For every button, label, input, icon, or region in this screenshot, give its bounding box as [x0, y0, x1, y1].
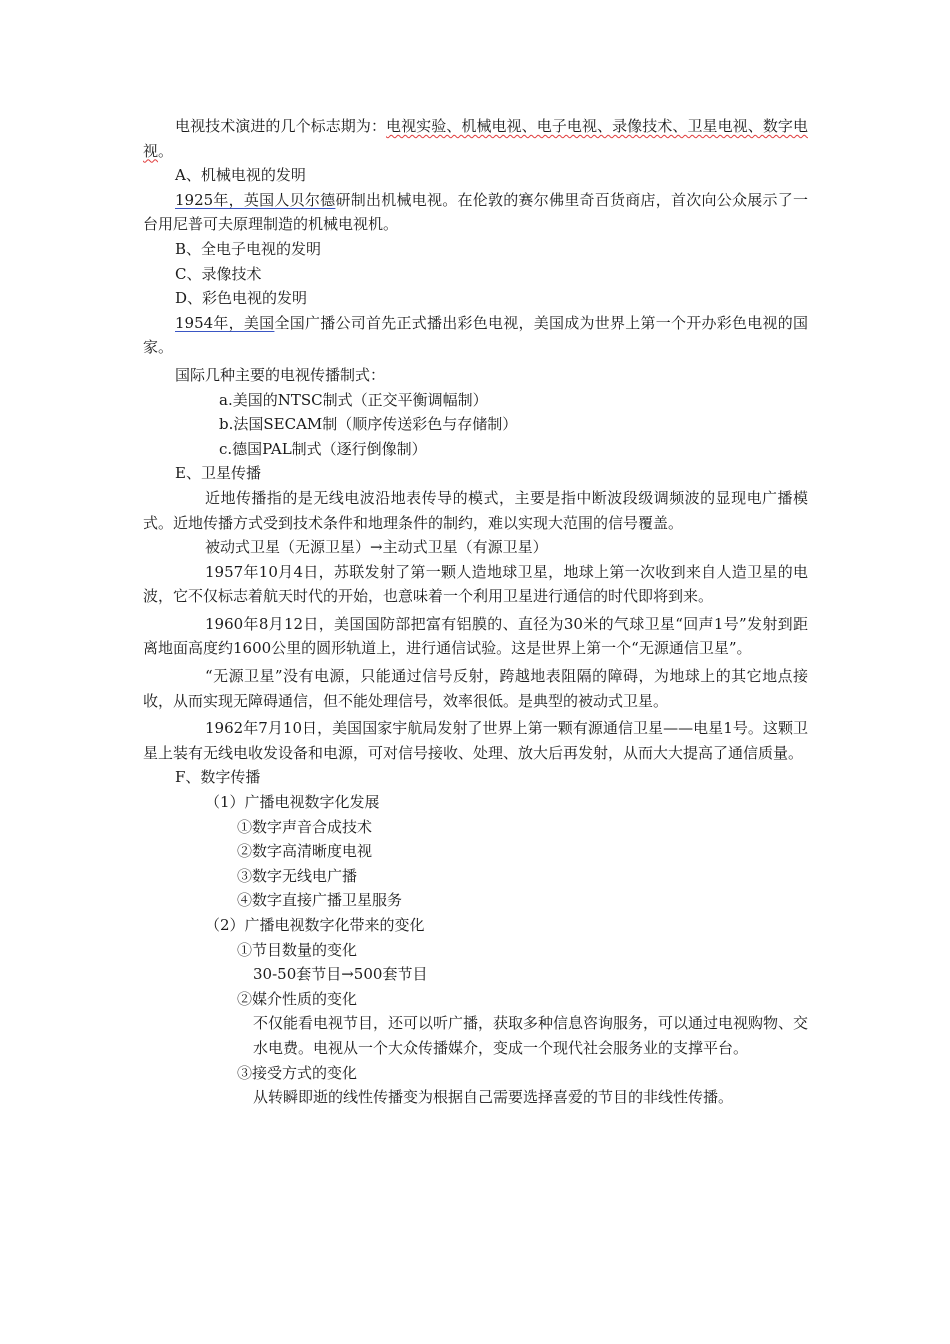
paragraph-color-tv: [143, 311, 808, 360]
paragraph-1960: 1960年8月12日，美国国防部把富有铝膜的、直径为30米的气球卫星“回声1号”发射到距离地面高度约1600公里的圆形轨道上，进行通信试验。这是世界上第一个“无源通信卫星”。: [143, 614, 808, 658]
paragraph-ground-wave: 近地传播指的是无线电波沿地表传导的模式，主要是指中断波段级调频波的显现电广播模式。近地传播方式受到技术条件和地理条件的制约，难以实现大范围的信号覆盖。: [143, 488, 808, 532]
list-item: ①数字声音合成技术: [237, 817, 373, 836]
standard-item-ntsc: a.美国的NTSC制式（正交平衡调幅制）: [219, 390, 488, 409]
paragraph-mechanical-tv: [143, 188, 808, 237]
paragraph-1962: 1962年7月10日，美国国家宇航局发射了世界上第一颗有源通信卫星——电星1号。这颗卫星上装有无线电收发设备和电源，可对信号接收、处理、放大后再发射，从而大大提高了通信质量。: [143, 719, 808, 762]
intro-text: 电视技术演进的几个标志期为：: [175, 117, 387, 135]
spellcheck-flagged-text: 电视实验、机械电视、电子电视、录像技术、卫星电视、数字电视: [143, 117, 808, 160]
section-heading-d: D、彩色电视的发明: [175, 289, 308, 308]
paragraph-text: 研制出机械电视。在伦敦的赛尔佛里奇百货商店，首次向公众展示了一台用尼普可夫原理制造的机械电视机。: [143, 190, 808, 234]
section-heading-b: B、全电子电视的发明: [175, 239, 322, 258]
section-heading-f: F、数字传播: [175, 768, 261, 787]
section-heading-c: C、录像技术: [175, 264, 262, 283]
paragraph-satellite-types: 被动式卫星（无源卫星）→主动式卫星（有源卫星）: [205, 538, 548, 557]
list-item-detail: 不仅能看电视节目，还可以听广播，获取多种信息咨询服务，可以通过电视购物、交水电费。电视从一个大众传播媒介，变成一个现代社会服务业的支撑平台。: [253, 1014, 809, 1057]
paragraph-text: 全国广播公司首先正式播出彩色电视，美国成为世界上第一个开办彩色电视的国家。: [143, 313, 808, 357]
underlined-text: 1925年，英国人贝尔德: [175, 190, 336, 209]
list-item: ③数字无线电广播: [237, 866, 358, 885]
paragraph-1957: 1957年10月4日，苏联发射了第一颗人造地球卫星，地球上第一次收到来自人造卫星的电波，它不仅标志着航天时代的开始，也意味着一个利用卫星进行通信的时代即将到来。: [143, 562, 808, 606]
standards-heading: 国际几种主要的电视传播制式：: [175, 365, 386, 384]
list-item: ②媒介性质的变化: [237, 989, 358, 1008]
intro-end: 。: [158, 141, 174, 160]
underlined-text: 1954年，美国: [175, 313, 275, 332]
subsection-digital-development: （1）广播电视数字化发展: [205, 793, 380, 812]
standard-item-secam: b.法国SECAM制（顺序传送彩色与存储制）: [219, 415, 518, 434]
list-item: ②数字高清晰度电视: [237, 842, 373, 861]
section-heading-a: A、机械电视的发明: [175, 166, 306, 185]
section-heading-e: E、卫星传播: [175, 464, 261, 483]
list-item-detail: 30-50套节目→500套节目: [253, 965, 428, 984]
standard-item-pal: c.德国PAL制式（逐行倒像制）: [219, 439, 427, 458]
list-item-detail: 从转瞬即逝的线性传播变为根据自己需要选择喜爱的节目的非线性传播。: [253, 1088, 734, 1107]
list-item: ④数字直接广播卫星服务: [237, 891, 403, 910]
list-item: ①节目数量的变化: [237, 940, 358, 959]
intro-paragraph: [143, 114, 808, 163]
paragraph-passive-satellite: “无源卫星”没有电源，只能通过信号反射，跨越地表阻隔的障碍，为地球上的其它地点接收，从而实现无障碍通信，但不能处理信号，效率很低。是典型的被动式卫星。: [143, 667, 808, 710]
document-body: [143, 114, 808, 1110]
subsection-digital-changes: （2）广播电视数字化带来的变化: [205, 916, 425, 934]
list-item: ③接受方式的变化: [237, 1063, 358, 1082]
